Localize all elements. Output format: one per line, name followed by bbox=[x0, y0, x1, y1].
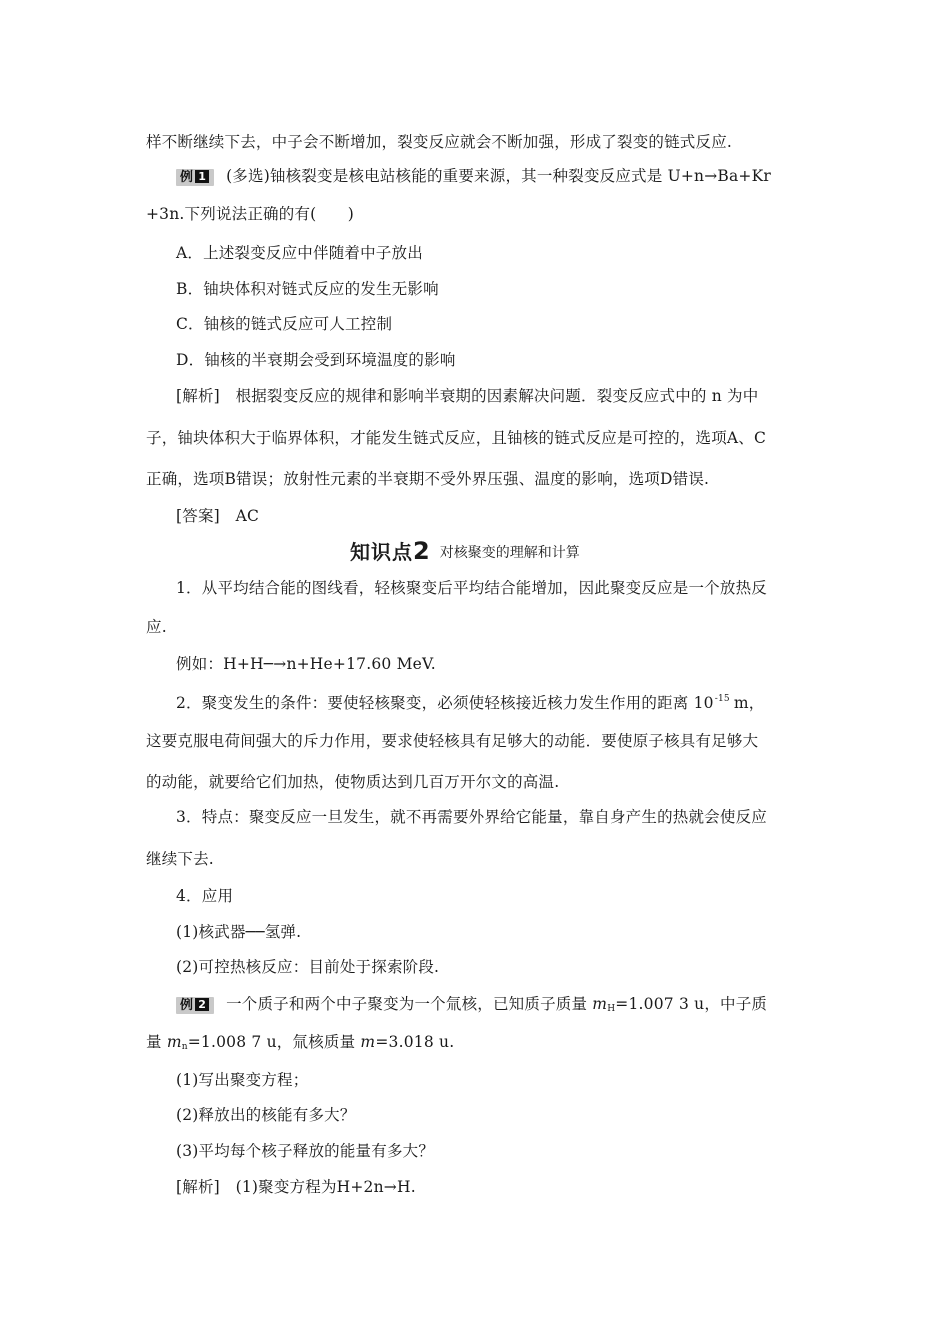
example-badge: 例 2 bbox=[176, 997, 214, 1014]
paragraph-line: 4．应用 bbox=[176, 887, 234, 905]
option-b: B．铀块体积对链式反应的发生无影响 bbox=[176, 280, 439, 298]
question-item: (1)写出聚变方程； bbox=[176, 1071, 309, 1089]
heading-number: 2 bbox=[413, 537, 430, 565]
option-c: C．铀核的链式反应可人工控制 bbox=[176, 315, 393, 333]
paragraph-line: 3．特点：聚变反应一旦发生，就不再需要外界给它能量，靠自身产生的热就会使反应 bbox=[176, 808, 767, 826]
paragraph-line: 量 $m_n=1.008$ 7 u，氚核质量 m=3.018 u. bbox=[146, 1033, 455, 1052]
paragraph-line: 这要克服电荷间强大的斥力作用，要求使轻核具有足够大的动能．要使原子核具有足够大 bbox=[146, 732, 759, 750]
analysis-line: 正确，选项B错误；放射性元素的半衰期不受外界压强、温度的影响，选项D错误. bbox=[146, 470, 710, 488]
equation-line: 例如：H+H─→n+He+17.60 MeV. bbox=[176, 655, 436, 673]
paragraph-line: +3n.下列说法正确的有( ) bbox=[146, 205, 355, 223]
heading-title: 对核聚变的理解和计算 bbox=[439, 545, 580, 561]
paragraph-line: 2．聚变发生的条件：要使轻核聚变，必须使轻核接近核力发生作用的距离 $10^{-15}$ m， bbox=[176, 694, 765, 712]
paragraph-line: 的动能，就要给它们加热，使物质达到几百万开尔文的高温. bbox=[146, 773, 560, 791]
list-item: (2)可控热核反应：目前处于探索阶段. bbox=[176, 958, 440, 976]
section-heading bbox=[350, 536, 580, 565]
example-1-text: (多选)铀核裂变是核电站核能的重要来源，其一种裂变反应式是 U+n→Ba+Kr bbox=[226, 167, 772, 185]
list-item: (1)核武器──氢弹. bbox=[176, 923, 302, 941]
option-d: D．铀核的半衰期会受到环境温度的影响 bbox=[176, 351, 456, 369]
paragraph-line: 继续下去. bbox=[146, 850, 214, 868]
option-a: A．上述裂变反应中伴随着中子放出 bbox=[176, 244, 423, 262]
question-item: (2)释放出的核能有多大？ bbox=[176, 1106, 356, 1124]
paragraph-line: 应. bbox=[146, 618, 167, 636]
heading-label: 知识点 bbox=[350, 540, 413, 564]
analysis-line: [解析] 根据裂变反应的规律和影响半衰期的因素解决问题．裂变反应式中的 n 为中 bbox=[176, 387, 759, 405]
analysis-line: 子，铀块体积大于临界体积，才能发生链式反应，且铀核的链式反应是可控的，选项A、C bbox=[146, 429, 767, 447]
paragraph-line: 样不断继续下去，中子会不断增加，裂变反应就会不断加强，形成了裂变的链式反应. bbox=[146, 133, 733, 151]
example-badge: 例 1 bbox=[176, 169, 214, 186]
answer-line: [答案] AC bbox=[176, 507, 260, 525]
paragraph-line: 1．从平均结合能的图线看，轻核聚变后平均结合能增加，因此聚变反应是一个放热反 bbox=[176, 579, 767, 597]
example-1-line bbox=[176, 166, 771, 186]
analysis-line: [解析] (1)聚变方程为H+2n→H. bbox=[176, 1178, 416, 1196]
example-2-line: 例 2 一个质子和两个中子聚变为一个氚核，已知质子质量 $m_H=1.007$ 3 u，中子质 bbox=[176, 994, 767, 1019]
question-item: (3)平均每个核子释放的能量有多大？ bbox=[176, 1142, 435, 1160]
